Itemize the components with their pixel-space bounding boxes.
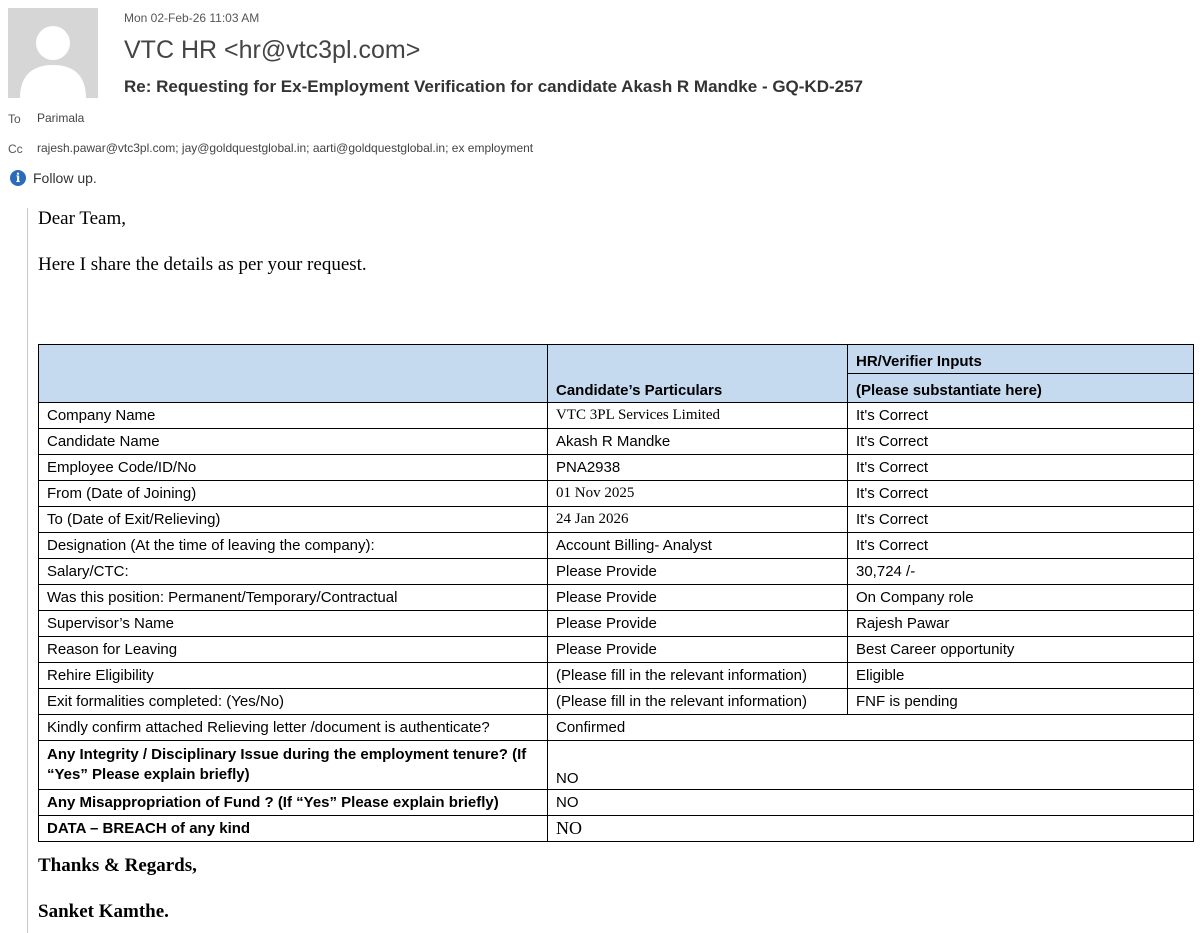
closing: Thanks & Regards, — [38, 855, 197, 876]
row-input: Rajesh Pawar — [848, 611, 1194, 637]
row-input: 30,724 /- — [848, 559, 1194, 585]
table-row — [39, 689, 1194, 715]
info-icon: i — [10, 170, 26, 186]
row-particular: PNA2938 — [548, 455, 848, 481]
row-label: Any Misappropriation of Fund ? (If “Yes” Please explain briefly) — [39, 790, 548, 816]
table-row — [39, 816, 1194, 842]
row-input: It's Correct — [848, 455, 1194, 481]
row-particular: 24 Jan 2026 — [548, 507, 848, 533]
row-label: Candidate Name — [39, 429, 548, 455]
to-recipients[interactable]: Parimala — [37, 111, 85, 125]
row-label: Reason for Leaving — [39, 637, 548, 663]
email-sender[interactable]: VTC HR <hr@vtc3pl.com> — [124, 36, 421, 64]
row-particular: 01 Nov 2025 — [548, 481, 848, 507]
intro-text: Here I share the details as per your request. — [38, 254, 367, 275]
table-row — [39, 507, 1194, 533]
row-input: Eligible — [848, 663, 1194, 689]
table-row — [39, 455, 1194, 481]
table-row — [39, 559, 1194, 585]
header-hr-inputs: HR/Verifier Inputs — [848, 345, 1194, 374]
row-label: Designation (At the time of leaving the company): — [39, 533, 548, 559]
cc-label: Cc — [8, 142, 23, 156]
follow-up-text: Follow up. — [33, 170, 97, 186]
row-input: On Company role — [848, 585, 1194, 611]
row-label: Any Integrity / Disciplinary Issue during the employment tenure? (If “Yes” Please explain briefly) — [39, 741, 548, 790]
table-row — [39, 715, 1194, 741]
to-label: To — [8, 112, 21, 126]
row-particular: Please Provide — [548, 611, 848, 637]
table-row — [39, 637, 1194, 663]
header-substantiate: (Please substantiate here) — [848, 374, 1194, 403]
row-value: NO — [548, 790, 1194, 816]
row-particular: Account Billing- Analyst — [548, 533, 848, 559]
row-label: Employee Code/ID/No — [39, 455, 548, 481]
row-input: Best Career opportunity — [848, 637, 1194, 663]
row-label: Exit formalities completed: (Yes/No) — [39, 689, 548, 715]
table-row — [39, 611, 1194, 637]
email-subject: Re: Requesting for Ex-Employment Verification for candidate Akash R Mandke - GQ-KD-257 — [124, 77, 864, 96]
email-date: Mon 02-Feb-26 11:03 AM — [124, 11, 260, 25]
row-label: Kindly confirm attached Relieving letter /document is authenticate? — [39, 715, 548, 741]
table-row — [39, 403, 1194, 429]
row-label: Supervisor’s Name — [39, 611, 548, 637]
row-particular: VTC 3PL Services Limited — [548, 403, 848, 429]
verification-table — [38, 344, 1194, 842]
row-label: Company Name — [39, 403, 548, 429]
row-input: It's Correct — [848, 481, 1194, 507]
row-value: NO — [548, 741, 1194, 790]
row-label: Salary/CTC: — [39, 559, 548, 585]
table-row — [39, 585, 1194, 611]
row-particular: Please Provide — [548, 585, 848, 611]
cc-recipients[interactable]: rajesh.pawar@vtc3pl.com; jay@goldquestglobal.in; aarti@goldquestglobal.in; ex employment — [37, 141, 534, 155]
row-input: FNF is pending — [848, 689, 1194, 715]
quote-bar — [27, 208, 28, 933]
row-input: It's Correct — [848, 403, 1194, 429]
follow-up-flag — [10, 169, 97, 187]
row-particular: Akash R Mandke — [548, 429, 848, 455]
row-particular: Please Provide — [548, 559, 848, 585]
row-label: DATA – BREACH of any kind — [39, 816, 548, 842]
row-particular: (Please fill in the relevant information) — [548, 663, 848, 689]
row-label: Rehire Eligibility — [39, 663, 548, 689]
row-label: Was this position: Permanent/Temporary/Contractual — [39, 585, 548, 611]
row-particular: (Please fill in the relevant information) — [548, 689, 848, 715]
table-row — [39, 429, 1194, 455]
row-value: NO — [548, 816, 1194, 842]
table-row — [39, 663, 1194, 689]
table-row — [39, 533, 1194, 559]
row-particular: Please Provide — [548, 637, 848, 663]
row-input: It's Correct — [848, 507, 1194, 533]
row-input: It's Correct — [848, 429, 1194, 455]
signature: Sanket Kamthe. — [38, 901, 169, 922]
header-blank — [39, 345, 548, 403]
row-label: To (Date of Exit/Relieving) — [39, 507, 548, 533]
header-candidate-particulars: Candidate’s Particulars — [548, 345, 848, 403]
row-input: It's Correct — [848, 533, 1194, 559]
greeting: Dear Team, — [38, 208, 126, 229]
person-silhouette-icon — [8, 8, 98, 98]
row-label: From (Date of Joining) — [39, 481, 548, 507]
row-value: Confirmed — [548, 715, 1194, 741]
sender-avatar — [8, 8, 98, 98]
table-row — [39, 741, 1194, 790]
table-row — [39, 790, 1194, 816]
table-row — [39, 481, 1194, 507]
